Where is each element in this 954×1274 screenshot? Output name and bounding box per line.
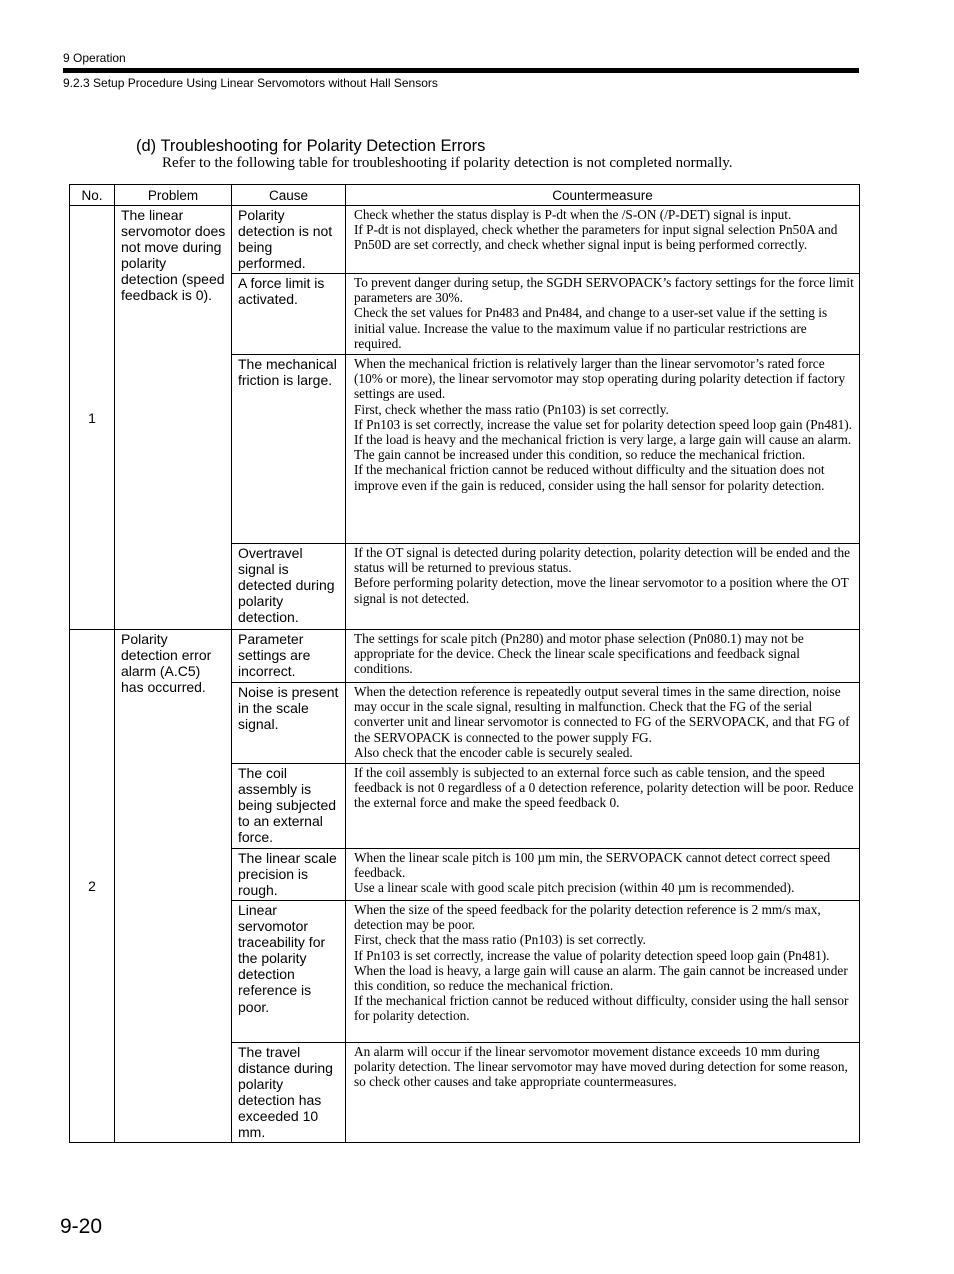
header-no: No. [70, 185, 115, 206]
countermeasure-line: When the size of the speed feedback for the polarity detection reference is 2 mm/s max, detection may be poor. [354, 902, 821, 933]
cause-cell: The coil assembly is being subjected to an external force. [232, 764, 346, 849]
countermeasure-line: If Pn103 is set correctly, increase the value of polarity detection speed loop gain (Pn481). [354, 947, 830, 963]
countermeasure-line: When the mechanical friction is relatively larger than the linear servomotor’s rated force (10% or more), the linear servomotor may stop operating during polarity detection if factory settings are used. [354, 356, 846, 402]
countermeasure-line: Check whether the status display is P-dt when the /S-ON (/P-DET) signal is input. [354, 207, 792, 222]
countermeasure-line: First, check whether the mass ratio (Pn103) is set correctly. [354, 401, 669, 417]
countermeasure-line: If the coil assembly is subjected to an external force such as cable tension, and the speed feedback is not 0 regardless of a 0 detection reference, polarity detection will be poor. Reduce the external force and make the speed feedback 0. [354, 765, 854, 811]
running-header-section: 9.2.3 Setup Procedure Using Linear Servomotors without Hall Sensors [63, 76, 438, 90]
countermeasure-line: To prevent danger during setup, the SGDH SERVOPACK’s factory settings for the force limit parameters are 30%. [354, 275, 854, 306]
problem-cell: The linear servomotor does not move during polarity detection (speed feedback is 0). [115, 206, 232, 630]
cause-cell: The travel distance during polarity detection has exceeded 10 mm. [232, 1043, 346, 1143]
countermeasure-line: Also check that the encoder cable is securely sealed. [354, 744, 633, 760]
cause-cell: Overtravel signal is detected during polarity detection. [232, 544, 346, 630]
table-row [70, 630, 860, 683]
countermeasure-cell [346, 206, 860, 274]
countermeasure-line: Before performing polarity detection, move the linear servomotor to a position where the OT signal is not detected. [354, 575, 849, 606]
cause-cell: Parameter settings are incorrect. [232, 630, 346, 683]
countermeasure-cell [346, 630, 860, 683]
countermeasure-cell [346, 683, 860, 764]
row-number: 1 [70, 206, 115, 630]
cause-cell: The linear scale precision is rough. [232, 849, 346, 901]
countermeasure-cell [346, 274, 860, 355]
section-intro: Refer to the following table for troubleshooting if polarity detection is not completed normally. [162, 155, 733, 171]
cause-cell: A force limit is activated. [232, 274, 346, 355]
countermeasure-line: The settings for scale pitch (Pn280) and motor phase selection (Pn080.1) may not be appropriate for the device. Check the linear scale specifications and feedback signal conditions. [354, 631, 804, 677]
section-title: (d) Troubleshooting for Polarity Detection Errors [136, 137, 486, 155]
countermeasure-line: When the linear scale pitch is 100 µm min, the SERVOPACK cannot detect correct speed feedback. [354, 850, 831, 881]
countermeasure-cell [346, 901, 860, 1043]
countermeasure-line: An alarm will occur if the linear servomotor movement distance exceeds 10 mm during polarity detection. The linear servomotor may have moved during detection for some reason, so check other causes and take appropriate countermeasures. [354, 1044, 848, 1090]
page-number: 9-20 [60, 1215, 103, 1238]
troubleshooting-table [69, 184, 860, 1143]
countermeasure-line: When the load is heavy, a large gain will cause an alarm. The gain cannot be increased under this condition, so reduce the mechanical friction. [354, 962, 848, 994]
countermeasure-line: If the load is heavy and the mechanical friction is very large, a large gain will cause an alarm. The gain cannot be increased under this condition, so reduce the mechanical friction. [354, 432, 852, 463]
countermeasure-line: If the OT signal is detected during polarity detection, polarity detection will be ended and the status will be returned to previous status. [354, 545, 851, 576]
row-number: 2 [70, 630, 115, 1143]
countermeasure-cell [346, 544, 860, 630]
running-header-chapter: 9 Operation [63, 51, 126, 65]
table-header-row [70, 185, 860, 206]
problem-cell: Polarity detection error alarm (A.C5) has occurred. [115, 630, 232, 1143]
countermeasure-line: If P-dt is not displayed, check whether the parameters for input signal selection Pn50A and Pn50D are set correctly, and check whether signal input is being performed correctly. [354, 222, 838, 253]
header-problem: Problem [115, 185, 232, 206]
header-rule [63, 68, 859, 73]
cause-cell: Linear servomotor traceability for the polarity detection reference is poor. [232, 901, 346, 1043]
header-countermeasure: Countermeasure [346, 185, 860, 206]
countermeasure-line: Use a linear scale with good scale pitch precision (within 40 µm is recommended). [354, 880, 795, 896]
table-row [70, 206, 860, 274]
cause-cell: The mechanical friction is large. [232, 355, 346, 544]
countermeasure-cell [346, 764, 860, 849]
countermeasure-cell [346, 849, 860, 901]
countermeasure-line: If the mechanical friction cannot be reduced without difficulty, consider using the hall sensor for polarity detection. [354, 993, 849, 1024]
header-cause: Cause [232, 185, 346, 206]
countermeasure-line: When the detection reference is repeatedly output several times in the same direction, noise may occur in the scale signal, resulting in malfunction. Check that the FG of the serial converter unit and linear servomotor is connected to FG of the SERVOPACK, and that FG of the SERVOPACK is connected to the power supply FG. [354, 684, 850, 745]
countermeasure-line: If the mechanical friction cannot be reduced without difficulty and the situation does not improve even if the gain is reduced, consider using the hall sensor for polarity detection. [354, 462, 825, 493]
countermeasure-cell [346, 1043, 860, 1143]
countermeasure-line: First, check that the mass ratio (Pn103) is set correctly. [354, 932, 646, 948]
countermeasure-line: Check the set values for Pn483 and Pn484, and change to a user-set value if the setting is initial value. Increase the value to the maximum value if no particular restrictions are required. [354, 305, 828, 351]
countermeasure-line: If Pn103 is set correctly, increase the value set for polarity detection speed loop gain (Pn481). [354, 416, 852, 432]
cause-cell: Polarity detection is not being performed. [232, 206, 346, 274]
countermeasure-cell [346, 355, 860, 544]
cause-cell: Noise is present in the scale signal. [232, 683, 346, 764]
